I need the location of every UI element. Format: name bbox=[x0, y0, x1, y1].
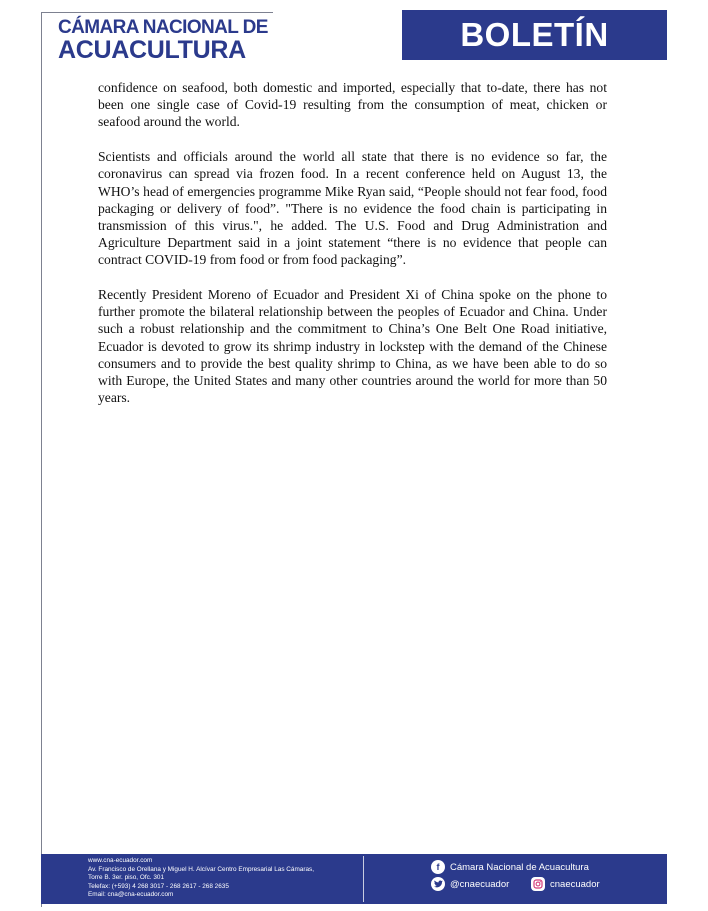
logo-line-1: CÁMARA NACIONAL DE bbox=[58, 17, 268, 38]
boletin-banner: BOLETÍN bbox=[402, 10, 667, 60]
paragraph: Recently President Moreno of Ecuador and President Xi of China spoke on the phone to further promote the bilateral relationship between the peoples of Ecuador and China. Under such a robust relationship and the commitment to China’s One Belt One Road initiative, Ecuador is devoted to grow its shrimp industry in lockstep with the demand of the Chinese consumers and to provide the best quality shrimp to China, as we have been able to do so with Europe, the United States and many other countries around the world for more than 50 years. bbox=[98, 287, 607, 406]
footer bbox=[41, 854, 667, 904]
twitter-label: @cnaecuador bbox=[450, 878, 510, 890]
facebook-link[interactable] bbox=[431, 860, 589, 874]
footer-divider bbox=[363, 856, 364, 902]
instagram-icon bbox=[531, 877, 545, 891]
instagram-link[interactable] bbox=[531, 877, 600, 891]
twitter-icon bbox=[431, 877, 445, 891]
logo-divider bbox=[41, 12, 273, 13]
facebook-icon: f bbox=[431, 860, 445, 874]
facebook-label: Cámara Nacional de Acuacultura bbox=[450, 861, 589, 873]
cna-logo bbox=[58, 17, 268, 62]
page-border bbox=[41, 12, 42, 907]
phone-number: Telefax: (+593) 4 268 3017 - 268 2617 - 268 2635 bbox=[88, 882, 229, 890]
email-link[interactable]: Email: cna@cna-ecuador.com bbox=[88, 891, 174, 899]
twitter-link[interactable] bbox=[431, 877, 509, 891]
instagram-label: cnaecuador bbox=[550, 878, 600, 890]
address-line-1: Av. Francisco de Orellana y Miguel H. Alcívar Centro Empresarial Las Cámaras, bbox=[88, 865, 315, 873]
article-body bbox=[98, 79, 607, 424]
paragraph: confidence on seafood, both domestic and imported, especially that to-date, there has not been one single case of Covid-19 resulting from the consumption of meat, chicken or seafood around the world. bbox=[98, 80, 607, 130]
logo-line-2: ACUACULTURA bbox=[58, 36, 246, 64]
address-line-2: Torre B. 3er. piso, Ofc. 301 bbox=[88, 874, 165, 882]
contact-info bbox=[88, 857, 314, 900]
website-link[interactable]: www.cna-ecuador.com bbox=[88, 857, 153, 864]
paragraph: Scientists and officials around the world all state that there is no evidence so far, the coronavirus can spread via frozen food. In a recent conference held on August 13, the WHO’s head of emergencies programme Mike Ryan said, “People should not fear food, food packaging or delivery of food”. "There is no evidence the food chain is participating in transmission of this virus.", he added. The U.S. Food and Drug Administration and Agriculture Department said in a joint statement “there is no evidence that people can contract COVID-19 from food or from food packaging”. bbox=[98, 149, 607, 268]
